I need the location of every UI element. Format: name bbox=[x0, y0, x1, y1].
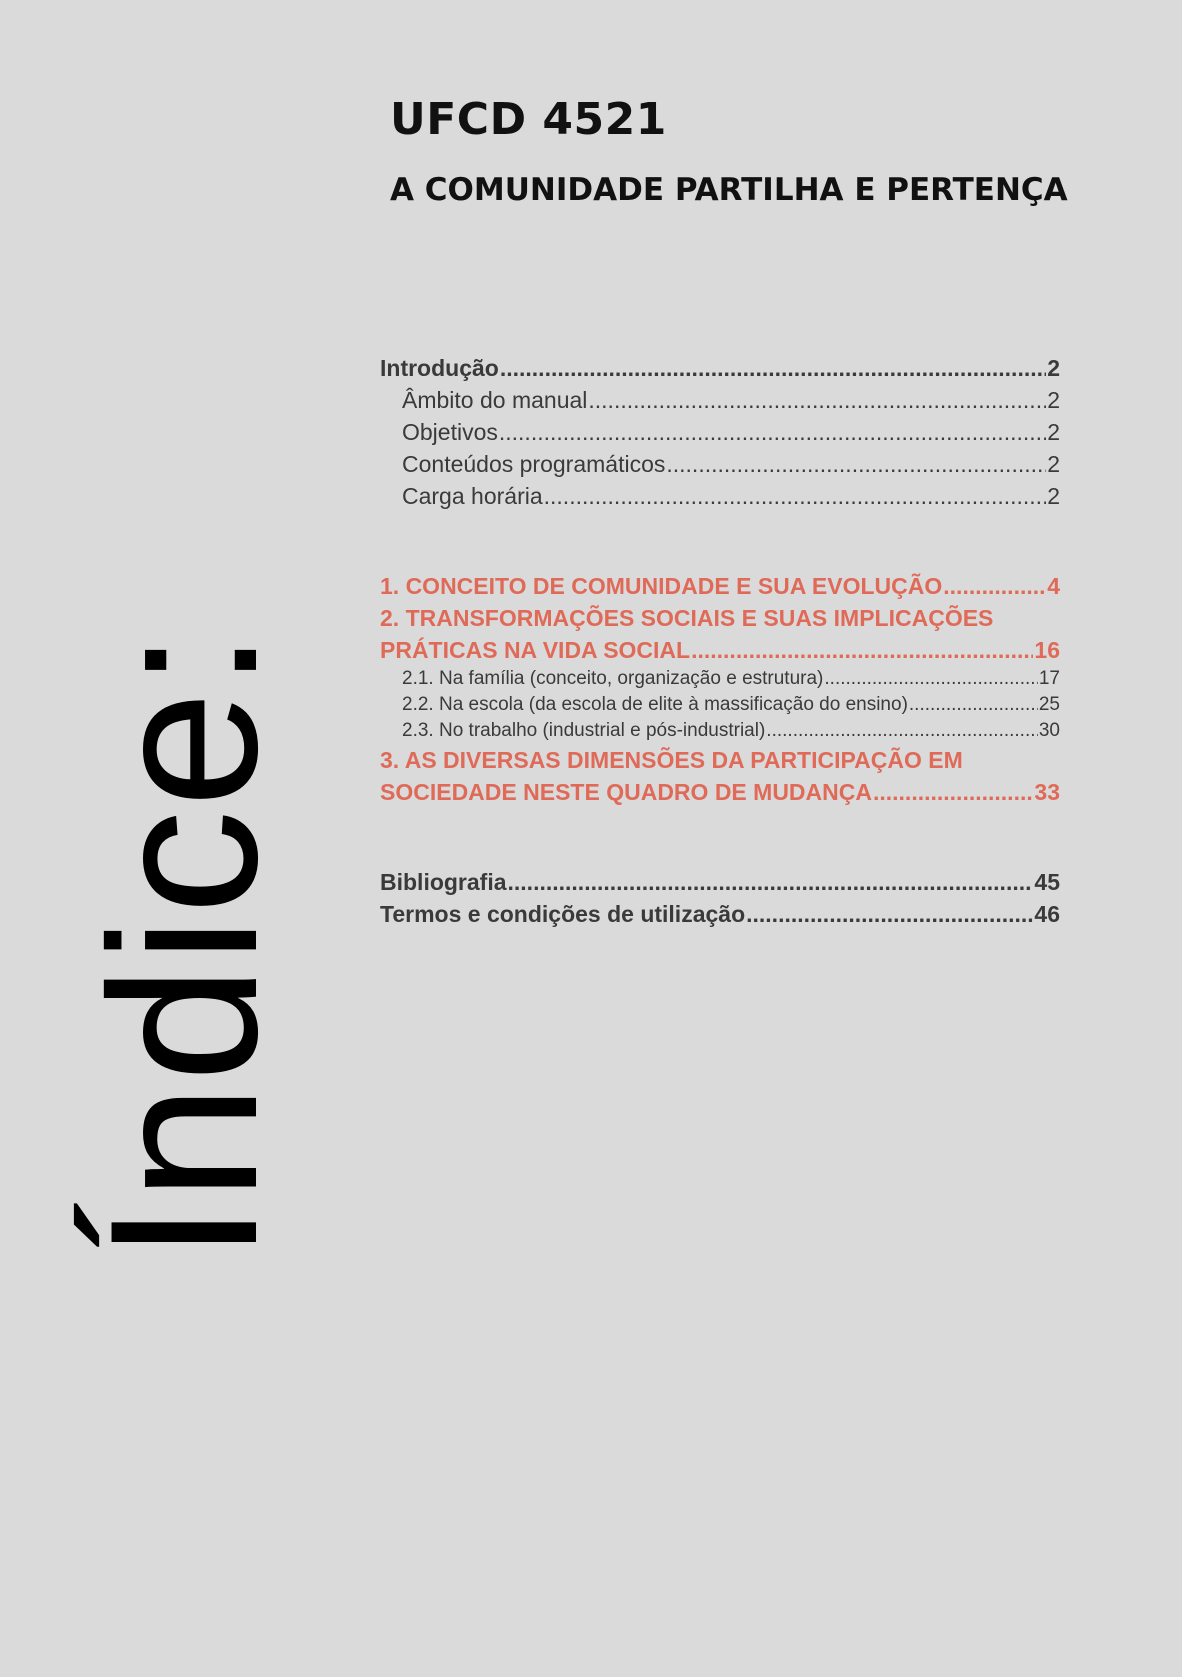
toc-entry-label: Introdução bbox=[380, 355, 499, 381]
toc-entry-2-2[interactable] bbox=[380, 692, 1060, 718]
leader-dots bbox=[666, 448, 1046, 480]
toc-entry-page: 2 bbox=[1047, 451, 1060, 477]
toc-entry-2-1[interactable] bbox=[380, 666, 1060, 692]
leader-dots bbox=[943, 570, 1046, 602]
toc-entry-termos[interactable] bbox=[380, 898, 1060, 930]
toc-entry-label: SOCIEDADE NESTE QUADRO DE MUDANÇA bbox=[380, 779, 872, 805]
toc-entry-label: Termos e condições de utilização bbox=[380, 901, 746, 927]
toc-entry-label: 1. CONCEITO DE COMUNIDADE E SUA EVOLUÇÃO bbox=[380, 573, 943, 599]
toc-entry-objetivos[interactable] bbox=[380, 416, 1060, 448]
toc-chapter-2[interactable] bbox=[380, 634, 1060, 666]
toc-entry-label: Âmbito do manual bbox=[402, 387, 588, 413]
toc-chapter-3[interactable] bbox=[380, 776, 1060, 808]
leader-dots bbox=[691, 634, 1033, 666]
toc-entry-introducao[interactable] bbox=[380, 352, 1060, 384]
leader-dots bbox=[508, 866, 1034, 898]
table-of-contents bbox=[380, 352, 1060, 930]
toc-entry-label: Conteúdos programáticos bbox=[402, 451, 666, 477]
toc-chapter-2-line1[interactable] bbox=[380, 602, 1060, 634]
toc-entry-label: Bibliografia bbox=[380, 869, 507, 895]
leader-dots bbox=[873, 776, 1033, 808]
toc-entry-conteudos[interactable] bbox=[380, 448, 1060, 480]
toc-entry-page: 2 bbox=[1047, 419, 1060, 445]
leader-dots bbox=[766, 718, 1038, 744]
leader-dots bbox=[824, 666, 1037, 692]
leader-dots bbox=[746, 898, 1033, 930]
toc-entry-page: 30 bbox=[1038, 720, 1060, 741]
toc-entry-bibliografia[interactable] bbox=[380, 866, 1060, 898]
toc-entry-label: PRÁTICAS NA VIDA SOCIAL bbox=[380, 637, 691, 663]
section-spacer bbox=[380, 808, 1060, 866]
toc-entry-label: 3. AS DIVERSAS DIMENSÕES DA PARTICIPAÇÃO EM bbox=[380, 747, 963, 773]
document-title: UFCD 4521 bbox=[390, 94, 667, 145]
toc-entry-label: 2.1. Na família (conceito, organização e estrutura) bbox=[402, 668, 824, 689]
leader-dots bbox=[909, 692, 1038, 718]
leader-dots bbox=[499, 416, 1046, 448]
leader-dots bbox=[588, 384, 1046, 416]
toc-chapter-1[interactable] bbox=[380, 570, 1060, 602]
toc-entry-page: 46 bbox=[1034, 901, 1060, 927]
toc-entry-page: 2 bbox=[1047, 355, 1060, 381]
toc-entry-page: 17 bbox=[1038, 668, 1060, 689]
toc-chapter-3-line1[interactable] bbox=[380, 744, 1060, 776]
toc-entry-page: 45 bbox=[1034, 869, 1060, 895]
toc-entry-page: 25 bbox=[1038, 694, 1060, 715]
toc-entry-ambito[interactable] bbox=[380, 384, 1060, 416]
toc-entry-label: 2.2. Na escola (da escola de elite à massificação do ensino) bbox=[402, 694, 908, 715]
toc-entry-page: 2 bbox=[1047, 387, 1060, 413]
toc-entry-label: Objetivos bbox=[402, 419, 498, 445]
toc-entry-label: 2.3. No trabalho (industrial e pós-industrial) bbox=[402, 720, 766, 741]
leader-dots bbox=[544, 480, 1047, 512]
toc-entry-page: 4 bbox=[1047, 573, 1060, 599]
leader-dots bbox=[500, 352, 1046, 384]
section-spacer bbox=[380, 512, 1060, 570]
document-subtitle: A COMUNIDADE PARTILHA E PERTENÇA bbox=[390, 172, 1068, 208]
toc-entry-page: 2 bbox=[1047, 483, 1060, 509]
index-heading-vertical: Índice: bbox=[66, 628, 301, 1262]
toc-entry-label: 2. TRANSFORMAÇÕES SOCIAIS E SUAS IMPLICAÇÕES bbox=[380, 605, 994, 631]
toc-entry-2-3[interactable] bbox=[380, 718, 1060, 744]
toc-entry-carga-horaria[interactable] bbox=[380, 480, 1060, 512]
toc-entry-page: 33 bbox=[1034, 779, 1060, 805]
toc-entry-label: Carga horária bbox=[402, 483, 543, 509]
toc-entry-page: 16 bbox=[1034, 637, 1060, 663]
